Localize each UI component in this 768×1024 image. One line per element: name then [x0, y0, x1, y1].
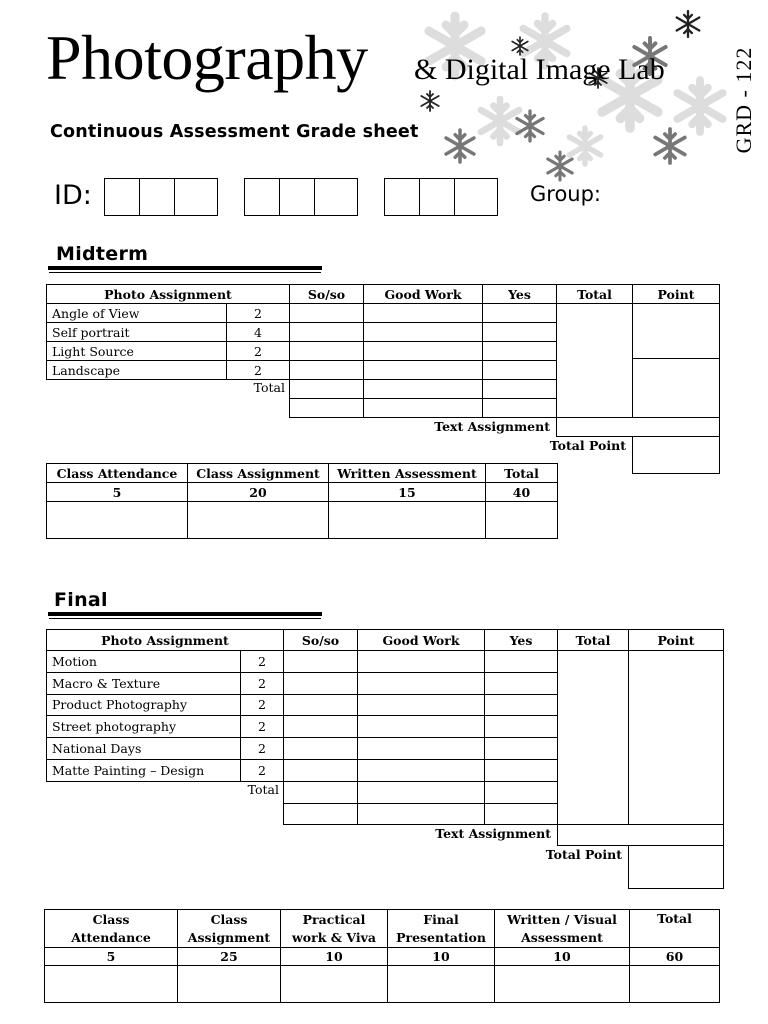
summary-score-total[interactable]	[485, 501, 558, 539]
header-yes: Yes	[484, 629, 558, 651]
total-so-so-cell[interactable]	[283, 781, 358, 804]
assignment-name: Street photography	[46, 715, 241, 738]
yes-cell[interactable]	[484, 737, 558, 760]
assignment-weight: 2	[240, 759, 284, 782]
summary-header-written-visual	[494, 909, 630, 948]
text-assignment-cell[interactable]	[557, 824, 724, 846]
assignment-name: Landscape	[46, 360, 227, 380]
header-total: Total	[556, 284, 633, 304]
assignment-name: Angle of View	[46, 303, 227, 323]
snowflake-decoration	[400, 6, 730, 186]
so-so-cell[interactable]	[289, 341, 364, 361]
summary-score-written-visual[interactable]	[494, 965, 630, 1003]
total-good-work-cell[interactable]	[357, 803, 485, 826]
header-line: Written / Visual	[507, 911, 617, 927]
good-work-cell[interactable]	[357, 715, 485, 738]
assignment-name: Self portrait	[46, 322, 227, 342]
total-label: Total	[253, 380, 285, 395]
header-total: Total	[557, 629, 629, 651]
summary-header-class-assignment	[177, 909, 281, 948]
good-work-cell[interactable]	[357, 694, 485, 717]
midterm-title: Midterm	[56, 243, 149, 265]
assignment-weight: 2	[240, 672, 284, 695]
assignment-name: Light Source	[46, 341, 227, 361]
assignment-weight: 2	[240, 650, 284, 673]
good-work-cell[interactable]	[357, 759, 485, 782]
yes-cell[interactable]	[482, 322, 557, 342]
assignment-weight: 4	[226, 322, 290, 342]
summary-header-practical-work	[280, 909, 388, 948]
summary-score-class-attendance[interactable]	[46, 501, 188, 539]
yes-cell[interactable]	[482, 360, 557, 380]
so-so-cell[interactable]	[283, 650, 358, 673]
id-box-group-2[interactable]	[244, 178, 358, 216]
assignment-weight: 2	[226, 303, 290, 323]
summary-max-total: 60	[629, 947, 720, 966]
header-line: Total	[657, 911, 692, 926]
header-photo-assignment: Photo Assignment	[46, 284, 290, 304]
assignment-name: Macro & Texture	[46, 672, 241, 695]
yes-cell[interactable]	[484, 672, 558, 695]
summary-header-class-assignment: Class Assignment	[187, 463, 329, 483]
assignment-name: Product Photography	[46, 694, 241, 717]
point-cell[interactable]	[632, 303, 720, 359]
final-underline	[48, 612, 322, 616]
summary-max-final-presentation: 10	[387, 947, 495, 966]
summary-score-practical-work[interactable]	[280, 965, 388, 1003]
good-work-cell[interactable]	[357, 650, 485, 673]
header-line: Attendance	[71, 929, 151, 945]
good-work-cell[interactable]	[357, 737, 485, 760]
assignment-weight: 2	[226, 341, 290, 361]
assignment-name: National Days	[46, 737, 241, 760]
assignment-weight: 2	[240, 694, 284, 717]
header-so-so: So/so	[283, 629, 358, 651]
summary-max-total: 40	[485, 482, 558, 502]
summary-max-written-assessment: 15	[328, 482, 486, 502]
total-yes-cell[interactable]	[482, 398, 557, 418]
text-assignment-cell[interactable]	[556, 417, 720, 437]
yes-cell[interactable]	[484, 650, 558, 673]
header-line: Class	[210, 911, 248, 927]
header-line: Final	[423, 911, 459, 927]
summary-header-final-presentation	[387, 909, 495, 948]
header-good-work: Good Work	[363, 284, 483, 304]
point-cell[interactable]	[628, 650, 724, 825]
so-so-cell[interactable]	[289, 303, 364, 323]
header-point: Point	[632, 284, 720, 304]
course-code: GRD - 122	[731, 46, 756, 154]
assignment-weight: 2	[226, 360, 290, 380]
good-work-cell[interactable]	[363, 360, 483, 380]
final-title: Final	[54, 589, 108, 611]
total-point-cell[interactable]	[628, 845, 724, 889]
summary-max-class-attendance: 5	[46, 482, 188, 502]
page-title-suffix: & Digital Image Lab	[414, 53, 665, 86]
total-label: Total	[247, 781, 279, 797]
summary-score-class-assignment[interactable]	[177, 965, 281, 1003]
total-good-work-cell[interactable]	[357, 781, 485, 804]
total-point-label: Total Point	[549, 438, 626, 453]
total-so-so-cell[interactable]	[283, 803, 358, 826]
summary-max-class-assignment: 25	[177, 947, 281, 966]
total-so-so-cell[interactable]	[289, 398, 364, 418]
good-work-cell[interactable]	[363, 341, 483, 361]
assignment-name: Motion	[46, 650, 241, 673]
header-so-so: So/so	[289, 284, 364, 304]
yes-cell[interactable]	[484, 694, 558, 717]
so-so-cell[interactable]	[283, 715, 358, 738]
total-good-work-cell[interactable]	[363, 379, 483, 399]
header-yes: Yes	[482, 284, 557, 304]
so-so-cell[interactable]	[289, 322, 364, 342]
header-line: Presentation	[396, 929, 486, 945]
header-line: Practical	[302, 911, 366, 927]
yes-cell[interactable]	[484, 759, 558, 782]
so-so-cell[interactable]	[283, 672, 358, 695]
total-yes-cell[interactable]	[484, 781, 558, 804]
summary-max-written-visual: 10	[494, 947, 630, 966]
total-cell[interactable]	[556, 303, 633, 418]
header-line: Assignment	[187, 929, 271, 945]
summary-score-written-assessment[interactable]	[328, 501, 486, 539]
yes-cell[interactable]	[482, 341, 557, 361]
assignment-weight: 2	[240, 715, 284, 738]
yes-cell[interactable]	[482, 303, 557, 323]
summary-score-class-assignment[interactable]	[187, 501, 329, 539]
so-so-cell[interactable]	[289, 360, 364, 380]
total-so-so-cell[interactable]	[289, 379, 364, 399]
group-label: Group:	[530, 182, 602, 206]
header-line: work & Viva	[292, 929, 376, 945]
so-so-cell[interactable]	[283, 737, 358, 760]
summary-header-written-assessment: Written Assessment	[328, 463, 486, 483]
total-point-cell[interactable]	[632, 436, 720, 474]
id-box-group-3[interactable]	[384, 178, 498, 216]
good-work-cell[interactable]	[363, 303, 483, 323]
good-work-cell[interactable]	[357, 672, 485, 695]
summary-score-class-attendance[interactable]	[44, 965, 178, 1003]
header-point: Point	[628, 629, 724, 651]
summary-header-class-attendance: Class Attendance	[46, 463, 188, 483]
summary-max-practical-work: 10	[280, 947, 388, 966]
summary-header-class-attendance	[44, 909, 178, 948]
total-good-work-cell[interactable]	[363, 398, 483, 418]
id-box-group-1[interactable]	[104, 178, 218, 216]
id-label: ID:	[54, 180, 92, 211]
header-line: Class	[92, 911, 130, 927]
summary-score-final-presentation[interactable]	[387, 965, 495, 1003]
page-title: Photography	[46, 22, 368, 93]
assignment-name: Matte Painting – Design	[46, 759, 241, 782]
summary-max-class-assignment: 20	[187, 482, 329, 502]
so-so-cell[interactable]	[283, 694, 358, 717]
assignment-weight: 2	[240, 737, 284, 760]
summary-header-total	[629, 909, 720, 948]
summary-max-class-attendance: 5	[44, 947, 178, 966]
so-so-cell[interactable]	[283, 759, 358, 782]
text-assignment-label: Text Assignment	[434, 419, 550, 434]
header-good-work: Good Work	[357, 629, 485, 651]
text-assignment-label: Text Assignment	[435, 826, 551, 842]
yes-cell[interactable]	[484, 715, 558, 738]
midterm-underline	[48, 266, 322, 270]
page-subtitle: Continuous Assessment Grade sheet	[50, 122, 419, 142]
summary-header-total: Total	[485, 463, 558, 483]
total-yes-cell[interactable]	[482, 379, 557, 399]
header-photo-assignment: Photo Assignment	[46, 629, 284, 651]
total-yes-cell[interactable]	[484, 803, 558, 826]
total-point-label: Total Point	[545, 847, 622, 863]
header-line: Assessment	[521, 929, 603, 945]
point-cell[interactable]	[632, 358, 720, 418]
summary-score-total[interactable]	[629, 965, 720, 1003]
good-work-cell[interactable]	[363, 322, 483, 342]
total-cell[interactable]	[557, 650, 629, 825]
